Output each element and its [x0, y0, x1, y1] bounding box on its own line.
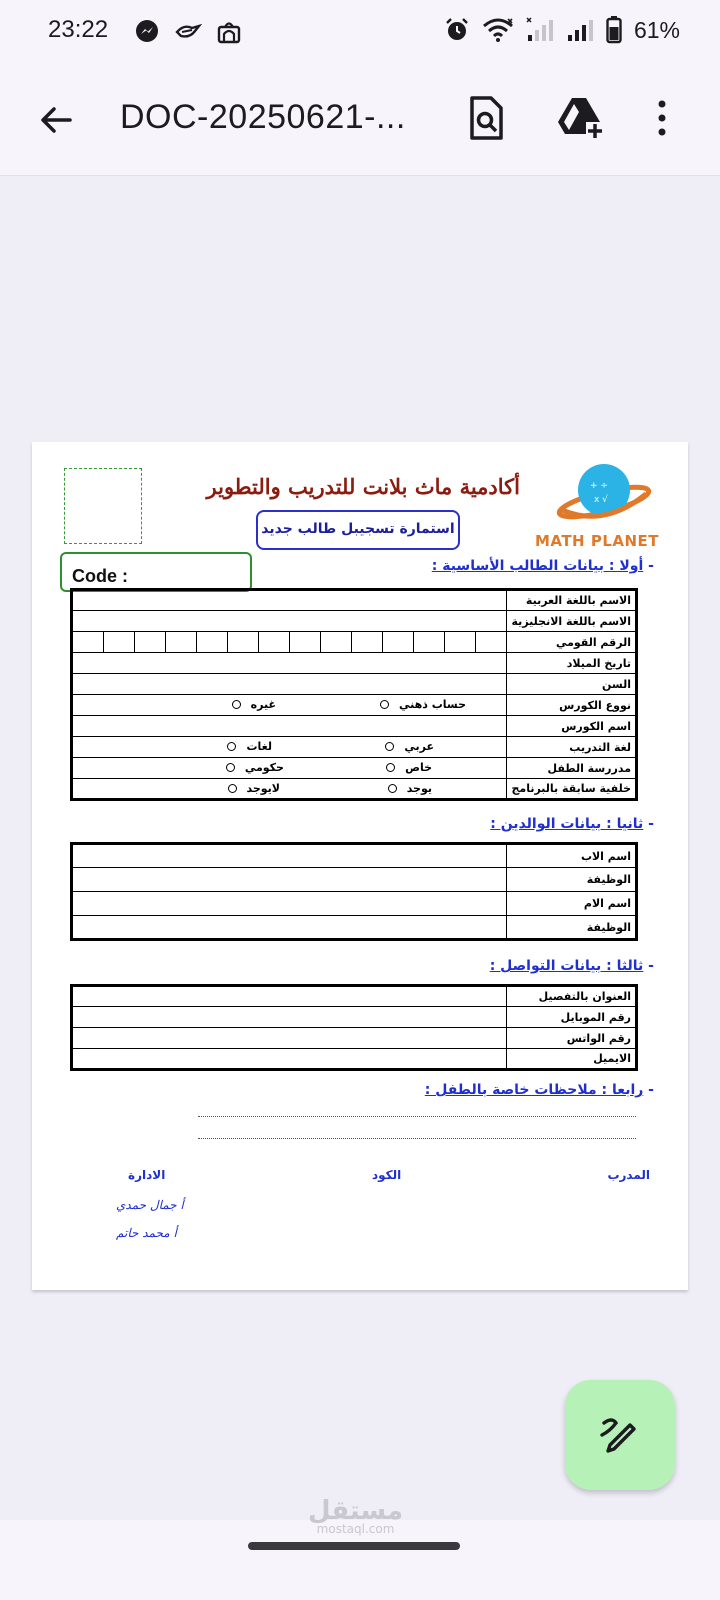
status-time: 23:22	[48, 16, 109, 43]
radio-private[interactable]	[386, 763, 395, 772]
battery-icon	[606, 16, 622, 44]
admin-label: الادارة	[128, 1168, 166, 1182]
national-id-digits	[72, 632, 507, 653]
section-notes-heading: - رابعا : ملاحظات خاصة بالطفل :	[424, 1082, 654, 1098]
notes-line	[198, 1116, 636, 1117]
admin-signature-2: أ محمد حاتم	[116, 1226, 177, 1240]
contact-table	[70, 984, 638, 1071]
code-box	[60, 552, 252, 592]
bird-icon	[174, 18, 202, 44]
section-parents-heading: - ثانيا : بيانات الوالدين :	[490, 816, 654, 832]
app-bar	[0, 64, 720, 176]
basic-data-table	[70, 588, 638, 801]
edit-fab[interactable]	[565, 1380, 675, 1490]
mosque-icon	[216, 18, 242, 44]
edit-pen-icon	[598, 1413, 642, 1457]
math-planet-logo	[534, 458, 660, 550]
radio-other[interactable]	[232, 700, 241, 709]
document-title: DOC-20250621-...	[120, 98, 406, 136]
table-row: الرقم القومي	[72, 632, 637, 653]
notes-line	[198, 1138, 636, 1139]
table-row: الاسم باللغة العربية	[72, 590, 637, 611]
code-signature-label: الكود	[372, 1168, 402, 1182]
table-row: نووع الكورس حساب ذهني غيره	[72, 695, 637, 716]
table-row: خلفية سابقة بالبرنامج يوجد لايوجد	[72, 779, 637, 800]
radio-not-exists[interactable]	[228, 784, 237, 793]
table-row: الوظيفة	[72, 916, 637, 940]
alarm-icon	[444, 17, 470, 43]
messenger-icon	[134, 18, 160, 44]
signal-1-icon	[526, 17, 554, 43]
table-row: اسم الاب	[72, 844, 637, 868]
admin-signature-1: أ جمال حمدي	[116, 1198, 184, 1212]
table-row: اسم الكورس	[72, 716, 637, 737]
table-row: الاسم باللغة الانجليزية	[72, 611, 637, 632]
form-title: استمارة تسجيبل طالب جديد	[256, 510, 460, 550]
table-row: مدررسة الطفل خاص حكومي	[72, 758, 637, 779]
table-row: السن	[72, 674, 637, 695]
table-row: اسم الام	[72, 892, 637, 916]
trainer-label: المدرب	[607, 1168, 650, 1182]
table-row: لغة التدريب عربي لغات	[72, 737, 637, 758]
battery-percent: 61%	[633, 16, 680, 43]
academy-name: أكادمية ماث بلانت للتدريب والتطوير	[206, 474, 520, 499]
document-page[interactable]	[32, 442, 688, 1290]
code-label: Code :	[72, 566, 128, 586]
table-row: الايميل	[72, 1049, 637, 1070]
mostaql-watermark: مستقل mostaql.com	[308, 1496, 404, 1536]
radio-arabic[interactable]	[385, 742, 394, 751]
table-row: تاريخ الميلاد	[72, 653, 637, 674]
signal-2-icon	[566, 17, 594, 43]
svg-text:x √: x √	[594, 495, 608, 505]
table-row: رقم الواتس	[72, 1028, 637, 1049]
radio-public[interactable]	[226, 763, 235, 772]
status-bar	[0, 0, 720, 64]
table-row: الوظيفة	[72, 868, 637, 892]
add-to-drive-icon[interactable]	[556, 94, 604, 142]
parents-table	[70, 842, 638, 941]
find-in-page-icon[interactable]	[462, 94, 510, 142]
more-vert-icon[interactable]	[638, 94, 686, 142]
radio-languages[interactable]	[227, 742, 236, 751]
table-row: العنوان بالتفصيل	[72, 986, 637, 1007]
photo-placeholder	[64, 468, 142, 544]
section-basic-data-heading: - أولا : بيانات الطالب الأساسية :	[431, 558, 654, 574]
radio-mental-math[interactable]	[380, 700, 389, 709]
section-contact-heading: - ثالثا : بيانات التواصل :	[489, 958, 654, 974]
table-row: رقم الموبايل	[72, 1007, 637, 1028]
radio-exists[interactable]	[388, 784, 397, 793]
back-arrow-icon[interactable]	[34, 98, 78, 142]
svg-text:+ ÷: + ÷	[590, 481, 608, 491]
logo-text: MATH PLANET	[534, 532, 660, 550]
wifi-icon	[482, 17, 514, 43]
home-gesture-pill[interactable]	[248, 1542, 460, 1550]
